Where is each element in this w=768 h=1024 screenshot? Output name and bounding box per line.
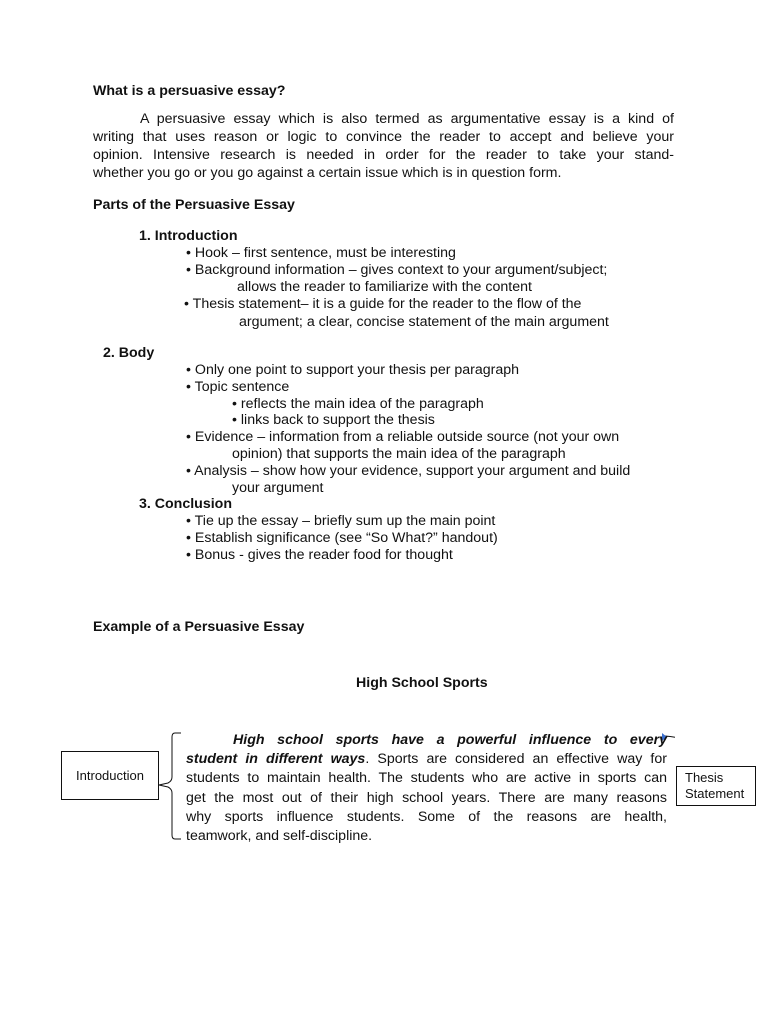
part-conclusion-title: 3. Conclusion bbox=[139, 496, 233, 512]
heading-what-is: What is a persuasive essay? bbox=[93, 83, 286, 99]
intro-line-4: whether you go or you go against a certain issue which is in question form. bbox=[93, 165, 562, 181]
thesis-statement-box bbox=[676, 766, 756, 806]
body-bullet-evidence: • Evidence – information from a reliable outside source (not your own bbox=[186, 429, 620, 445]
intro-bullet-background-cont: allows the reader to familiarize with the content bbox=[237, 279, 532, 295]
body-bullet-analysis-cont: your argument bbox=[232, 480, 324, 496]
intro-line-2: writing that uses reason or logic to convince the reader to accept and believe your bbox=[93, 129, 674, 145]
body-bullet-evidence-cont: opinion) that supports the main idea of the paragraph bbox=[232, 446, 566, 462]
brace-bottom bbox=[159, 785, 181, 839]
example-line-2: student in different ways. Sports are considered an effective way for bbox=[186, 751, 667, 768]
introduction-label: Introduction bbox=[76, 767, 144, 783]
introduction-label-box bbox=[61, 751, 159, 800]
body-bullet-topic: • Topic sentence bbox=[186, 379, 290, 395]
example-line-6: teamwork, and self-discipline. bbox=[186, 828, 373, 845]
intro-bullet-hook: • Hook – first sentence, must be interesting bbox=[186, 245, 456, 261]
heading-parts: Parts of the Persuasive Essay bbox=[93, 197, 295, 213]
body-sub-reflects: • reflects the main idea of the paragraph bbox=[232, 396, 484, 412]
conclusion-bullet-tie: • Tie up the essay – briefly sum up the main point bbox=[186, 513, 496, 529]
thesis-label-line1: Thesis bbox=[685, 770, 724, 785]
example-line-3: students to maintain health. The students who are active in sports can bbox=[186, 770, 667, 787]
conclusion-bullet-bonus: • Bonus - gives the reader food for thought bbox=[186, 547, 453, 563]
intro-line-1: A persuasive essay which is also termed as argumentative essay is a kind of bbox=[140, 111, 674, 127]
part-introduction-title: 1. Introduction bbox=[139, 228, 238, 244]
example-line-5: why sports influence students. Some of the reasons are health, bbox=[186, 808, 667, 825]
intro-line-3: opinion. Intensive research is needed in order for the reader to take your stand- bbox=[93, 147, 674, 163]
example-line-4: get the most out of their high school years. There are many reasons bbox=[186, 789, 667, 806]
thesis-label-line2: Statement bbox=[685, 786, 745, 801]
example-line-1: High school sports have a powerful influence to every bbox=[233, 732, 667, 748]
conclusion-bullet-significance: • Establish significance (see “So What?” handout) bbox=[186, 530, 498, 546]
example-title: High School Sports bbox=[356, 675, 488, 691]
intro-paragraph bbox=[93, 110, 674, 182]
body-bullet-one-point: • Only one point to support your thesis per paragraph bbox=[186, 362, 520, 378]
part-body-title: 2. Body bbox=[103, 345, 155, 361]
example-paragraph bbox=[186, 731, 667, 846]
body-sub-links: • links back to support the thesis bbox=[232, 412, 435, 428]
brace-top bbox=[159, 733, 181, 785]
intro-bullet-thesis-cont: argument; a clear, concise statement of the main argument bbox=[239, 314, 609, 330]
intro-bullet-thesis: • Thesis statement– it is a guide for the reader to the flow of the bbox=[184, 296, 582, 312]
body-bullet-analysis: • Analysis – show how your evidence, support your argument and build bbox=[186, 463, 631, 479]
intro-bullet-background: • Background information – gives context to your argument/subject; bbox=[186, 262, 608, 278]
heading-example: Example of a Persuasive Essay bbox=[93, 619, 305, 635]
